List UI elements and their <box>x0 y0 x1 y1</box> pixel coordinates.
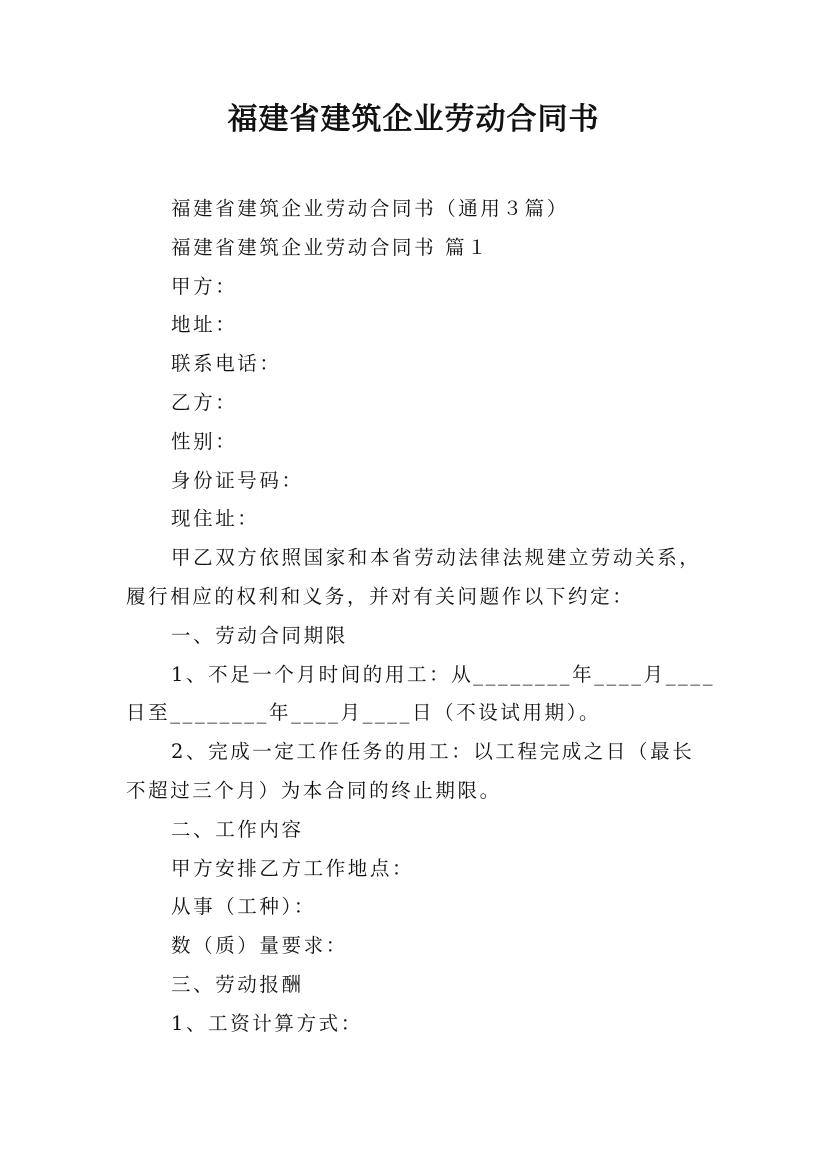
paragraph-line: 1、不足一个月时间的用工：从________年____月____ <box>171 662 716 686</box>
paragraph-line: 履行相应的权利和义务，并对有关问题作以下约定： <box>126 584 635 608</box>
paragraph-line: 2、完成一定工作任务的用工：以工程完成之日（最长 <box>171 740 695 764</box>
subtitle-line: 福建省建筑企业劳动合同书（通用３篇） <box>171 197 569 220</box>
clause-heading-term: 一、劳动合同期限 <box>171 623 348 647</box>
current-address-field: 现住址： <box>171 507 260 531</box>
paragraph-line: 甲乙双方依照国家和本省劳动法律法规建立劳动关系， <box>171 546 702 570</box>
wage-method-field: 1、工资计算方式： <box>171 1011 363 1035</box>
address-field: 地址： <box>171 313 238 337</box>
paragraph-line: 日至________年____月____日（不设试用期）。 <box>126 701 602 725</box>
work-location-field: 甲方安排乙方工作地点： <box>171 856 415 880</box>
document-body <box>126 190 716 1044</box>
party-a-field: 甲方： <box>171 274 238 298</box>
phone-field: 联系电话： <box>171 352 282 376</box>
gender-field: 性别： <box>171 429 238 453</box>
clause-heading-work: 二、工作内容 <box>171 817 304 841</box>
job-type-field: 从事（工种）： <box>171 895 316 919</box>
clause-heading-pay: 三、劳动报酬 <box>171 972 304 996</box>
paragraph-line: 不超过三个月）为本合同的终止期限。 <box>126 778 502 802</box>
quantity-quality-field: 数（质）量要求： <box>171 934 348 958</box>
id-number-field: 身份证号码： <box>171 468 304 492</box>
party-b-field: 乙方： <box>171 390 238 414</box>
document-title: 福建省建筑企业劳动合同书 <box>227 102 600 137</box>
section-heading-part-1: 福建省建筑企业劳动合同书 篇１ <box>171 235 490 259</box>
